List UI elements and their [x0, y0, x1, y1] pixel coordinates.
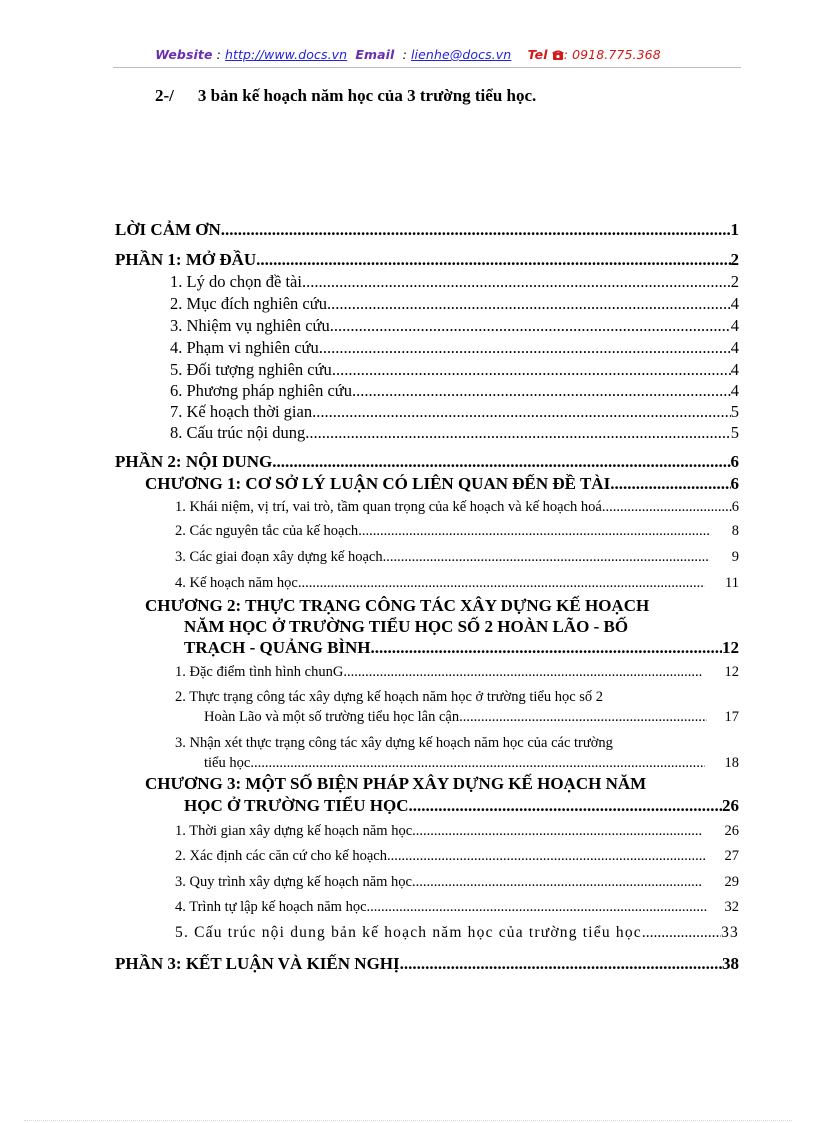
toc-entry-phan-3[interactable]: PHẦN 3: KẾT LUẬN VÀ KIẾN NGHỊ ..... 38 [115, 954, 739, 974]
toc-entry[interactable]: 5. Đối tượng nghiên cứu ..... 4 [170, 360, 739, 380]
toc-entry-loi-cam-on[interactable]: LỜI CẢM ƠN ..... 1 [115, 220, 739, 240]
toc-entry[interactable]: tiểu học ..... 18 [204, 755, 739, 772]
tel-label: Tel [527, 47, 548, 62]
toc-entry[interactable]: 2. Xác định các căn cứ cho kế hoạch ..... 27 [175, 848, 739, 865]
email-link[interactable]: lienhe@docs.vn [410, 47, 512, 62]
toc-entry[interactable]: 2. Mục đích nghiên cứu ..... 4 [170, 294, 739, 314]
toc-entry[interactable]: 4. Kế hoạch năm học ..... 11 [175, 575, 739, 592]
toc-entry[interactable]: 3. Nhiệm vụ nghiên cứu ..... 4 [170, 316, 739, 336]
intro-number: 2-/ [155, 86, 174, 105]
toc-entry[interactable]: 3. Quy trình xây dựng kế hoạch năm học ..... 29 [175, 874, 739, 891]
toc-entry[interactable]: 1. Thời gian xây dựng kế hoạch năm học ..... 26 [175, 823, 739, 840]
toc-entry[interactable]: 8. Cấu trúc nội dung ..... 5 [170, 423, 739, 443]
toc-entry[interactable]: 3. Các giai đoạn xây dựng kế hoạch ..... 9 [175, 549, 739, 566]
toc-entry[interactable]: 7. Kế hoạch thời gian ..... 5 [170, 402, 739, 422]
intro-text: 3 bản kế hoạch năm học của 3 trường tiểu học. [197, 86, 537, 105]
toc-entry[interactable]: 4. Trình tự lập kế hoạch năm học ..... 32 [175, 899, 739, 916]
toc-entry-phan-2[interactable]: PHẦN 2: NỘI DUNG ..... 6 [115, 452, 739, 472]
toc-entry[interactable]: 1. Khái niệm, vị trí, vai trò, tầm quan trọng của kế hoạch và kế hoạch hoá ..... 6 [175, 499, 739, 516]
toc-chuong-3-line-1[interactable]: CHƯƠNG 3: MỘT SỐ BIỆN PHÁP XÂY DỰNG KẾ HOẠCH NĂM [145, 774, 647, 793]
toc-chuong-2-line-2[interactable]: NĂM HỌC Ở TRƯỜNG TIỂU HỌC SỐ 2 HOÀN LÃO - BỐ [184, 617, 629, 636]
toc-entry-phan-1[interactable]: PHẦN 1: MỞ ĐẦU ..... 2 [115, 250, 739, 270]
toc-entry-chuong-3[interactable]: HỌC Ở TRƯỜNG TIỂU HỌC ..... 26 [184, 796, 739, 816]
toc-entry[interactable]: 1. Lý do chọn đề tài ..... 2 [170, 272, 739, 292]
website-link[interactable]: http://www.docs.vn [225, 47, 348, 62]
toc-entry-chuong-2[interactable]: TRẠCH - QUẢNG BÌNH ..... 12 [184, 638, 739, 658]
page-bottom-border [24, 1120, 792, 1121]
website-label: Website [155, 47, 213, 62]
tel-number: : 0918.775.368 [563, 47, 661, 62]
toc-entry[interactable]: 5. Cấu trúc nội dung bản kế hoạch năm học của trường tiểu học ..... 33 [175, 924, 739, 942]
toc-entry-line[interactable]: 2. Thực trạng công tác xây dựng kế hoạch năm học ở trường tiểu học số 2 [175, 689, 604, 705]
toc-chuong-2-line-1[interactable]: CHƯƠNG 2: THỰC TRẠNG CÔNG TÁC XÂY DỰNG KẾ HOẠCH [145, 596, 650, 615]
toc-entry[interactable]: 4. Phạm vi nghiên cứu ..... 4 [170, 338, 739, 358]
toc-entry-chuong-1[interactable]: CHƯƠNG 1: CƠ SỞ LÝ LUẬN CÓ LIÊN QUAN ĐẾN ĐỀ TÀI ..... 6 [145, 474, 739, 494]
email-label: Email [355, 47, 395, 62]
toc-entry[interactable]: 1. Đặc điểm tình hình chunG ..... 12 [175, 664, 739, 681]
toc-entry[interactable]: Hoàn Lão và một số trường tiểu học lân cận ..... 17 [204, 709, 739, 726]
toc-entry[interactable]: 2. Các nguyên tắc của kế hoạch ..... 8 [175, 523, 739, 540]
page-header: Website : http://www.docs.vn Email : lienhe@docs.vn Tel : 0918.775.368 [155, 47, 661, 62]
toc-entry[interactable]: 6. Phương pháp nghiên cứu ..... 4 [170, 381, 739, 401]
toc-entry-line[interactable]: 3. Nhận xét thực trạng công tác xây dựng kế hoạch năm học của các trường [175, 735, 613, 751]
